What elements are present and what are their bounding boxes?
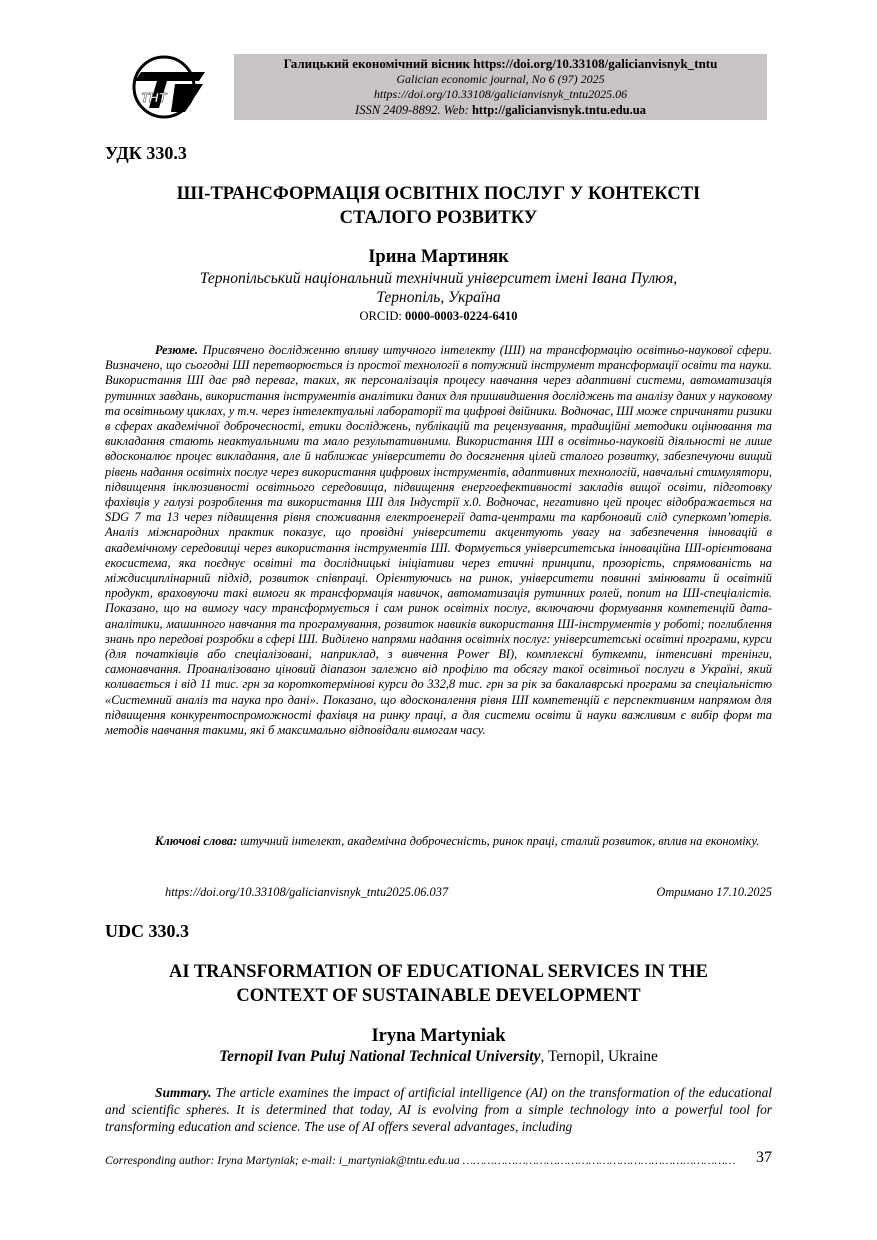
logo-text: ТНТ [141, 90, 167, 105]
journal-issue-line: Galician economic journal, No 6 (97) 2025 [396, 72, 605, 86]
keywords-text: штучний інтелект, академічна доброчесність, ринок праці, сталий розвиток, вплив на економіку. [240, 834, 760, 848]
journal-logo [131, 54, 209, 120]
journal-title-line: Галицький економічний вісник https://doi.org/10.33108/galicianvisnyk_tntu [283, 56, 718, 71]
title-ua-line2: СТАЛОГО РОЗВИТКУ [339, 208, 538, 228]
summary-label: Summary. [155, 1085, 212, 1100]
title-en-line1: AI TRANSFORMATION OF EDUCATIONAL SERVICES IN THE [168, 962, 709, 982]
udc-ua: УДК 330.3 [105, 143, 187, 163]
abstract-text: Присвячено дослідженню впливу штучного інтелекту (ШІ) на трансформацію освітньо-наукової сфери. Визначено, що сьогодні ШІ перетворюється із простої технології в потужний інструмент трансформації освіти та науки. Використання ШІ дає ряд переваг, таких, як персоналізація процесу навчання через адаптивні системи, автоматизація рутинних завдань, використання інструментів аналітики даних для пришвидшення досліджень та аналізу даних у науковому та освітньому циклах, у т.ч. через інтелектуальні лабораторії та цифрові двійники. Водночас, ШІ може спричиняти ризики в сферах академічної доброчесності, етики досліджень, публікацій та рецензування, традиційні методики оцінювання та викладання стають неактуальними та мало результативними. Використання ШІ в освітньо-науковій діяльності не лише вдосконалює процес викладання, але й наближає університети до досягнення цілей сталого розвитку, забезпечуючи вищий рівень надання освітніх послуг через використання цифрових інструментів, адаптивних технологій, навчальні стимулятори, підвищення інклюзивності освітнього середовища, підвищення енергоефективності закладів вищої освіти, підготовку фахівців у галузі розроблення та використання ШІ для Індустрії х.0. Водночас, негативно цей процес відображається на SDG 7 та 13 через підвищення рівня споживання електроенергії дата-центрами та карбоновий слід суперкомп’ютерів. Аналіз міжнародних практик показує, що провідні університети акцентують увагу на забезпечення інновацій в академічному середовищі через використання інструментів ШІ. Формується університетська інноваційна ШІ-орієнтована екосистема, яка поєднує освітні та дослідницькі ініціативи через етичні принципи, прозорість, спрямованість на міждисциплінарний підхід, розвиток співпраці. Орієнтуючись на ринок, університети повинні змінювати й освітній продукт, враховуючи такі вимоги як трансформація навичок, автоматизація рутинних ролей, попит на ШІ-спеціалістів. Показано, що на вимогу часу трансформується і сам ринок освітніх послуг, включаючи формування компетенцій дата-аналітики, машинного навчання та програмування, розвиток навиків використання ШІ-інструментів у роботі; поглиблення знань про передові розробки в сфері ШІ. Виділено напрями надання освітніх послуг: університетські освітні програми, курси (для початківців або спеціалізовані, наприклад, з вивчення Power BI), комплексні буткемпи, інтенсивні тренінги, самонавчання. Проаналізовано ціновий діапазон залежно від профілю та обсягу такої освітньої послуги в Україні, який коливається і від 11 тис. грн за короткотермінові курси до 332,8 тис. грн за рік за бакалаврські програми за спеціальністю «Системний аналіз та наука про дані». Показано, що вдосконалення рівня ШІ компетенцій є перспективним напрямом для підвищення конкурентоспроможності фахівця на ринку праці, а для системи освіти й науки важливим є вибір форм та методів навчання такими, які б максимально відповідали вимогам часу. [105, 343, 772, 738]
affiliation-ua [105, 269, 772, 307]
corresponding-author: Corresponding author: Iryna Martyniak; e-mail: i_martyniak@tntu.edu.ua …………………………………………………………………… [105, 1153, 736, 1167]
udc-en: UDC 330.3 [105, 921, 189, 941]
article-doi[interactable]: https://doi.org/10.33108/galicianvisnyk_tntu2025.06.037 [165, 885, 449, 899]
title-en-line2: CONTEXT OF SUSTAINABLE DEVELOPMENT [236, 986, 641, 1006]
page-number: 37 [753, 1151, 772, 1167]
journal-header [234, 54, 767, 120]
article-title-en [105, 960, 772, 1008]
summary-text: The article examines the impact of artificial intelligence (AI) on the transformation of the educational and scientific spheres. It is determined that today, AI is evolving from a simple technology into a powerful tool for transforming education and science. The use of AI offers several advantages, including [105, 1085, 772, 1134]
issn-label: ISSN 2409-8892. Web: [355, 103, 469, 117]
orcid-line [105, 308, 772, 324]
journal-issn-line [234, 102, 767, 118]
summary-en [105, 1084, 772, 1135]
abstract-ua [105, 343, 772, 738]
title-ua-line1: ШІ-ТРАНСФОРМАЦІЯ ОСВІТНІХ ПОСЛУГ У КОНТЕКСТІ [176, 184, 701, 204]
author-en: Iryna Martyniak [371, 1026, 506, 1046]
received-date: Отримано 17.10.2025 [656, 885, 772, 899]
affiliation-ua-line1: Тернопільський національний технічний університет імені Івана Пулюя, [199, 270, 678, 287]
journal-doi-line: https://doi.org/10.33108/galicianvisnyk_tntu2025.06 [373, 87, 628, 101]
author-ua: Ірина Мартиняк [368, 247, 509, 267]
tnt-logo-icon [131, 54, 209, 120]
university-en: Ternopil Ivan Puluj National Technical University [219, 1048, 541, 1065]
journal-web-link[interactable]: http://galicianvisnyk.tntu.edu.ua [471, 103, 646, 117]
article-title-ua [105, 182, 772, 230]
page-footer [105, 1151, 772, 1169]
affiliation-ua-line2: Тернопіль, Україна [376, 289, 501, 306]
affiliation-en [105, 1047, 772, 1066]
orcid-label: ORCID: [359, 309, 402, 323]
doi-received-row [165, 884, 772, 900]
keywords-label: Ключові слова: [155, 834, 238, 848]
keywords-ua [105, 834, 772, 849]
location-en: , Ternopil, Ukraine [540, 1048, 658, 1065]
abstract-label: Резюме. [155, 343, 198, 357]
orcid-id[interactable]: 0000-0003-0224-6410 [405, 309, 518, 323]
